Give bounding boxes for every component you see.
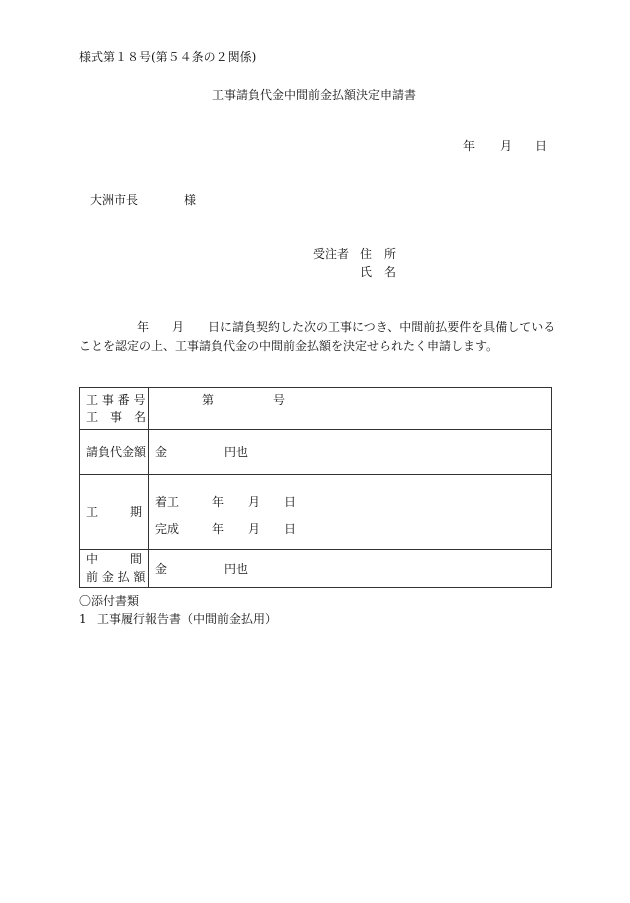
project-name-label: 工 事 名 [86,410,147,424]
start-label: 着工 [155,495,180,509]
attachment-item-text: 工事履行報告書（中間前金払用） [97,612,278,626]
end-day-label: 日 [284,522,297,536]
application-table [79,387,552,588]
project-label-cell [80,388,149,430]
project-number-prefix: 第 [202,393,215,407]
attachment-item-number: 1 [79,612,87,626]
end-month-label: 月 [248,522,261,536]
interim-label-left: 中 [86,552,99,566]
project-number-label: 工 事 番 号 [86,393,146,407]
contract-amount-suffix: 円也 [224,445,249,459]
end-label: 完成 [155,522,180,536]
date-day-label: 日 [535,139,548,153]
table-row-contract-amount [80,430,552,475]
period-label-cell [80,475,149,550]
interim-advance-label: 前 金 払 額 [86,570,146,584]
body-line2-text: ことを認定の上、工事請負代金の中間前金払額を決定せられたく申請します。 [79,339,499,353]
contract-amount-label-cell [80,430,149,475]
start-month-label: 月 [248,495,261,509]
contract-amount-prefix: 金 [155,445,168,459]
period-label-right: 期 [130,505,143,519]
date-month-label: 月 [500,139,513,153]
project-value-cell[interactable] [149,388,552,430]
interim-advance-value-cell[interactable] [149,550,552,588]
period-label-left: 工 [86,505,99,519]
attachments-heading: 〇添付書類 [79,594,140,608]
applicant-name-label: 氏 名 [360,265,397,279]
end-year-label: 年 [212,522,225,536]
body-year-label: 年 [137,320,150,334]
table-row-project [80,388,552,430]
interim-advance-prefix: 金 [155,562,168,576]
table-row-interim-advance [80,550,552,588]
interim-label-right: 間 [130,552,143,566]
table-row-period [80,475,552,550]
applicant-address-label: 住 所 [360,247,397,261]
contract-amount-label: 請負代金額 [86,445,147,459]
body-month-label: 月 [172,320,185,334]
project-number-suffix: 号 [273,393,286,407]
addressee-honorific: 様 [184,193,197,207]
document-title: 工事請負代金中間前金払額決定申請書 [212,88,417,102]
start-year-label: 年 [212,495,225,509]
contract-amount-value-cell[interactable] [149,430,552,475]
interim-advance-suffix: 円也 [224,562,249,576]
date-year-label: 年 [463,139,476,153]
body-line1-text: 日に請負契約した次の工事につき、中間前払要件を具備している [208,320,556,334]
addressee-name: 大洲市長 [90,193,139,207]
form-number: 様式第１８号(第５４条の２関係) [79,50,257,64]
interim-advance-label-cell [80,550,149,588]
start-day-label: 日 [284,495,297,509]
applicant-role-label: 受注者 [313,247,350,261]
period-value-cell[interactable] [149,475,552,550]
